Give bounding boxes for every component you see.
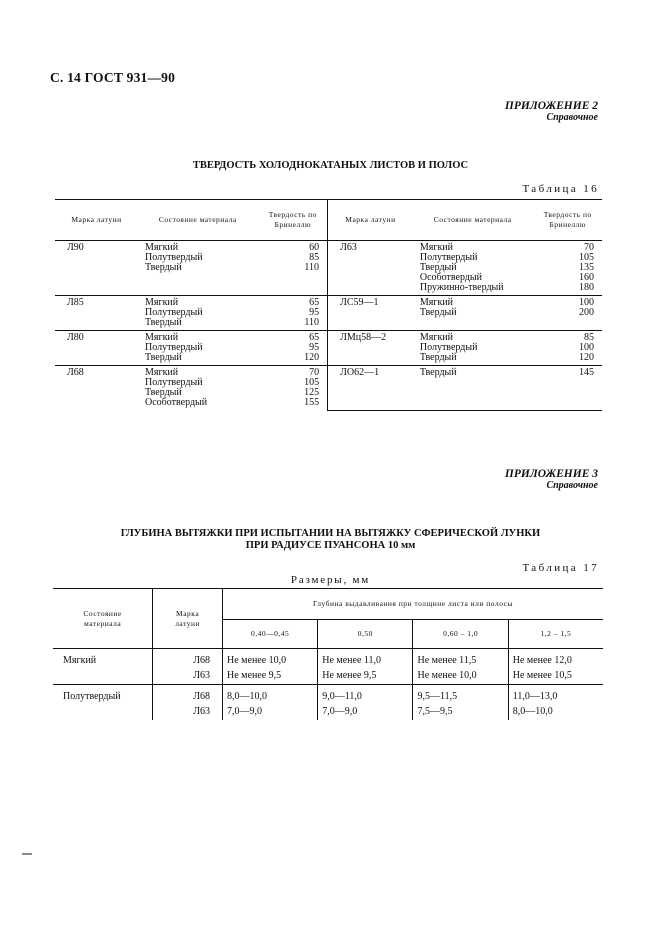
depth-cell: 9,5—11,5 <box>413 685 508 706</box>
state-cell <box>139 296 258 331</box>
state-line: Полутвердый <box>144 342 203 353</box>
header-grade: Марка латуни <box>55 200 139 241</box>
state-line: Твердый <box>419 367 457 378</box>
state-line: Полутвердый <box>419 342 478 353</box>
appendix-3-subtitle: Справочное <box>546 480 598 491</box>
hardness-line: 180 <box>579 282 594 293</box>
state-line: Твердый <box>419 307 457 318</box>
depth-cell: 7,0—9,0 <box>318 705 413 720</box>
hardness-line: 95 <box>309 342 320 353</box>
grade-cell-right: ЛС59—1 <box>328 296 414 331</box>
hardness-cell-right <box>533 366 602 411</box>
appendix-2-subtitle: Справочное <box>546 112 598 123</box>
header-hardness-right-line1: Твердость по <box>543 210 592 219</box>
hardness-line: 145 <box>579 367 594 378</box>
grade-cell: Л68 <box>153 685 223 706</box>
hardness-line: 125 <box>304 387 320 398</box>
state-line: Мягкий <box>144 332 179 343</box>
grade-cell: Л68 <box>153 649 223 670</box>
header-hardness-right-line2: Бринеллю <box>549 220 587 229</box>
hardness-line: 65 <box>309 297 320 308</box>
depth-cell: Не менее 10,0 <box>413 669 508 685</box>
header-thickness-1: 0,40—0,45 <box>223 620 318 649</box>
state-cell <box>139 366 258 411</box>
grade-cell-right: ЛО62—1 <box>328 366 414 411</box>
header-thickness-2: 0,50 <box>318 620 413 649</box>
state-line: Полутвердый <box>144 252 203 263</box>
state-cell: Полутвердый <box>63 691 121 702</box>
grade-cell: Л63 <box>153 669 223 685</box>
header-state-line2: материала <box>84 618 122 628</box>
header-depth-group: Глубина выдавливания при толщине листа или полосы <box>223 589 603 620</box>
state-line: Мягкий <box>419 242 454 253</box>
hardness-line: 95 <box>309 307 320 318</box>
table-row <box>53 649 603 670</box>
table-row <box>55 296 602 331</box>
header-state: Состояние материала <box>139 200 258 241</box>
hardness-line: 105 <box>304 377 320 388</box>
depth-cell: Не менее 9,5 <box>223 669 318 685</box>
hardness-line: 200 <box>579 307 594 318</box>
table-17-header-row-1 <box>53 589 603 620</box>
state-line: Мягкий <box>144 297 179 308</box>
hardness-line: 105 <box>579 252 594 263</box>
hardness-cell <box>258 296 328 331</box>
hardness-cell-right <box>533 241 602 296</box>
state-cell-right <box>414 296 533 331</box>
hardness-cell-right <box>533 296 602 331</box>
table-row <box>53 705 603 720</box>
state-line: Полутвердый <box>144 377 203 388</box>
table-row <box>55 331 602 366</box>
table-16-title: ТВЕРДОСТЬ ХОЛОДНОКАТАНЫХ ЛИСТОВ И ПОЛОС <box>192 160 469 171</box>
appendix-3-title: ПРИЛОЖЕНИЕ 3 <box>504 468 598 480</box>
page-header: С. 14 ГОСТ 931—90 <box>50 70 176 85</box>
state-line: Особотвердый <box>419 272 482 283</box>
state-line: Мягкий <box>144 367 179 378</box>
hardness-line: 100 <box>579 342 594 353</box>
table-17 <box>53 588 603 720</box>
hardness-line: 60 <box>309 242 320 253</box>
grade-cell: Л90 <box>55 241 139 296</box>
state-line: Твердый <box>419 352 457 363</box>
state-line: Твердый <box>419 262 457 273</box>
state-cell-right <box>414 366 533 411</box>
depth-cell: Не менее 9,5 <box>318 669 413 685</box>
table-17-sizes-label: Размеры, мм <box>290 574 371 586</box>
hardness-line: 70 <box>584 242 594 253</box>
state-cell <box>53 705 153 720</box>
header-hardness <box>258 200 328 241</box>
state-line: Полутвердый <box>419 252 478 263</box>
hardness-line: 70 <box>309 367 320 378</box>
grade-cell: Л63 <box>153 705 223 720</box>
state-line: Мягкий <box>144 242 179 253</box>
header-grade-right: Марка латуни <box>328 200 414 241</box>
appendix-2-title: ПРИЛОЖЕНИЕ 2 <box>504 100 598 112</box>
state-cell-right <box>414 241 533 296</box>
header-hardness-line2: Бринеллю <box>274 220 312 229</box>
header-hardness-right <box>533 200 602 241</box>
table-17-title-line2: ПРИ РАДИУСЕ ПУАНСОНА 10 мм <box>245 540 416 551</box>
depth-cell: Не менее 12,0 <box>508 649 603 670</box>
state-cell <box>53 669 153 685</box>
header-grade <box>153 589 223 649</box>
state-line: Твердый <box>144 262 182 273</box>
state-line: Твердый <box>144 352 182 363</box>
header-hardness-line1: Твердость по <box>268 210 317 219</box>
depth-cell: Не менее 10,5 <box>508 669 603 685</box>
grade-cell-right: Л63 <box>328 241 414 296</box>
depth-cell: Не менее 11,5 <box>413 649 508 670</box>
table-16-number: Таблица 16 <box>522 183 599 195</box>
grade-cell: Л68 <box>67 367 84 378</box>
state-line: Пружинно-твердый <box>419 282 504 293</box>
header-thickness-3: 0,60 – 1,0 <box>413 620 508 649</box>
scan-mark <box>22 853 32 855</box>
hardness-line: 65 <box>309 332 320 343</box>
table-17-number: Таблица 17 <box>522 562 599 574</box>
state-cell <box>139 331 258 366</box>
hardness-line: 155 <box>304 397 320 408</box>
hardness-line: 85 <box>584 332 594 343</box>
hardness-cell <box>258 331 328 366</box>
hardness-line: 100 <box>579 297 594 308</box>
depth-cell: 11,0—13,0 <box>508 685 603 706</box>
table-row <box>55 241 602 296</box>
header-thickness-4: 1,2 – 1,5 <box>508 620 603 649</box>
depth-cell: Не менее 10,0 <box>223 649 318 670</box>
grade-cell: Л85 <box>55 296 139 331</box>
grade-cell-right: ЛМц58—2 <box>328 331 414 366</box>
hardness-line: 160 <box>579 272 594 283</box>
appendix-3-label <box>505 468 598 492</box>
table-row <box>53 669 603 685</box>
depth-cell: 7,0—9,0 <box>223 705 318 720</box>
header-grade-line1: Марка <box>176 608 200 618</box>
hardness-line: 120 <box>304 352 320 363</box>
table-row <box>53 685 603 706</box>
hardness-line: 85 <box>309 252 320 263</box>
depth-cell: 8,0—10,0 <box>223 685 318 706</box>
hardness-line: 110 <box>304 317 320 328</box>
state-line: Полутвердый <box>144 307 203 318</box>
state-cell <box>139 241 258 296</box>
table-17-title <box>0 528 661 552</box>
grade-cell: Л80 <box>55 331 139 366</box>
header-state-right: Состояние материала <box>414 200 533 241</box>
state-line: Мягкий <box>419 297 454 308</box>
hardness-line: 120 <box>579 352 594 363</box>
header-state-line1: Состояние <box>83 608 122 618</box>
depth-cell: 9,0—11,0 <box>318 685 413 706</box>
table-16-header-row <box>55 200 602 241</box>
table-16 <box>55 199 602 411</box>
depth-cell: Не менее 11,0 <box>318 649 413 670</box>
state-cell-right <box>414 331 533 366</box>
hardness-cell <box>258 366 328 411</box>
hardness-cell-right <box>533 331 602 366</box>
state-cell: Мягкий <box>63 655 97 666</box>
appendix-2-label <box>505 100 598 124</box>
state-line: Твердый <box>144 387 182 398</box>
depth-cell: 8,0—10,0 <box>508 705 603 720</box>
table-row <box>55 366 602 411</box>
hardness-cell <box>258 241 328 296</box>
hardness-line: 135 <box>579 262 594 273</box>
depth-cell: 7,5—9,5 <box>413 705 508 720</box>
header-grade-line2: латуни <box>175 618 201 628</box>
state-line: Твердый <box>144 317 182 328</box>
table-17-title-line1: ГЛУБИНА ВЫТЯЖКИ ПРИ ИСПЫТАНИИ НА ВЫТЯЖКУ СФЕРИЧЕСКОЙ ЛУНКИ <box>120 528 541 539</box>
hardness-line: 110 <box>304 262 320 273</box>
state-line: Особотвердый <box>144 397 208 408</box>
header-state <box>53 589 153 649</box>
state-line: Мягкий <box>419 332 454 343</box>
